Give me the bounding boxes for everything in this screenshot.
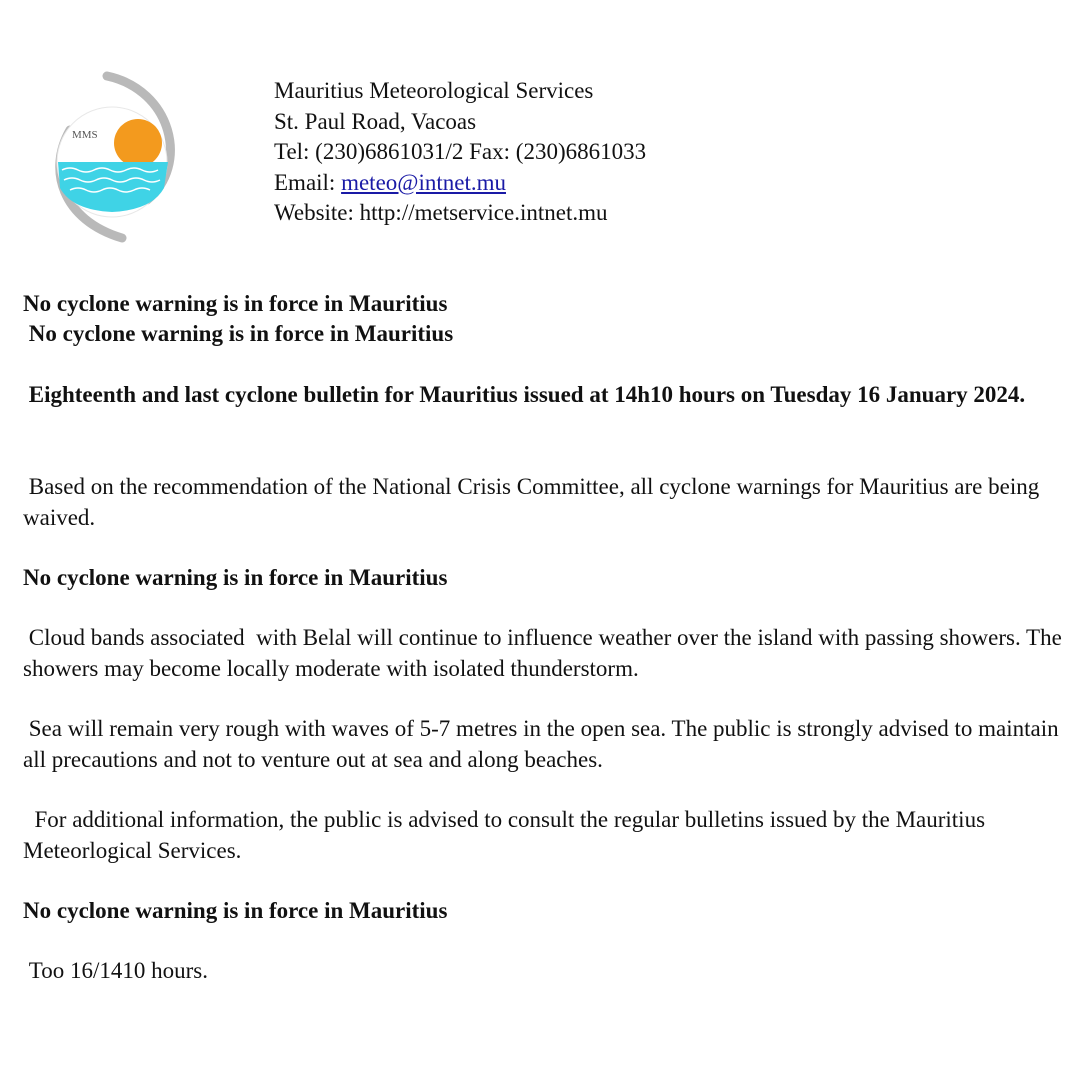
mms-logo xyxy=(52,70,182,245)
warning-line-2: No cyclone warning is in force in Mauritius xyxy=(23,321,454,346)
paragraph-waived: Based on the recommendation of the National Crisis Committee, all cyclone warnings for Mauritius are being waived. xyxy=(23,474,1045,530)
paragraph-weather: Cloud bands associated with Belal will continue to influence weather over the island with passing showers. The showers may become locally moderate with isolated thunderstorm. xyxy=(23,625,1068,681)
org-name: Mauritius Meteorological Services xyxy=(274,78,594,103)
logo-sun xyxy=(114,119,162,167)
bulletin-title: Eighteenth and last cyclone bulletin for Mauritius issued at 14h10 hours on Tuesday 16 January 2024. xyxy=(23,382,1026,407)
logo-text: MMS xyxy=(72,129,98,141)
paragraph-additional-info: For additional information, the public is advised to consult the regular bulletins issued by the Mauritius Meteorlogical Services. xyxy=(23,807,991,863)
email-link[interactable]: meteo@intnet.mu xyxy=(341,169,506,195)
footer-time: Too 16/1410 hours. xyxy=(23,958,208,983)
warning-line-3: No cyclone warning is in force in Mauritius xyxy=(23,565,448,590)
email-prefix: Email: xyxy=(274,169,342,195)
header-contact-block xyxy=(274,76,646,229)
warning-line-4: No cyclone warning is in force in Mauritius xyxy=(23,898,448,923)
mms-logo-graphic xyxy=(52,70,182,245)
address: St. Paul Road, Vacoas xyxy=(274,108,477,134)
phone-fax: Tel: (230)6861031/2 Fax: (230)6861033 xyxy=(274,139,647,164)
paragraph-sea: Sea will remain very rough with waves of 5-7 metres in the open sea. The public is strongly advised to maintain all precautions and not to venture out at sea and along beaches. xyxy=(23,716,1065,772)
website: Website: http://metservice.intnet.mu xyxy=(274,200,608,225)
warning-line-1: No cyclone warning is in force in Mauritius xyxy=(23,291,448,316)
email-line xyxy=(274,168,646,199)
